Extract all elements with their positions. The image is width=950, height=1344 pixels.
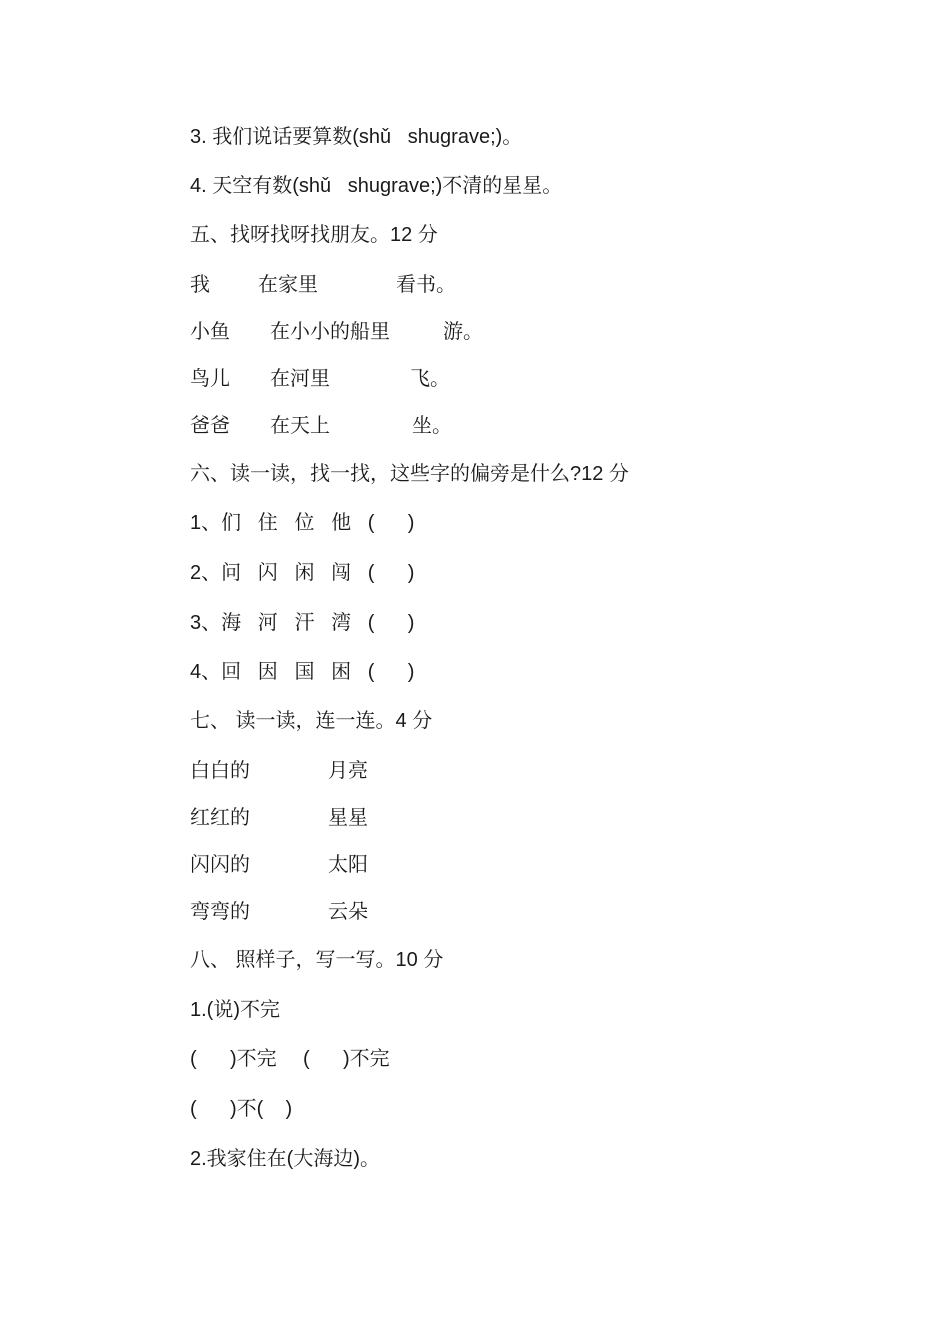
- q7-noun: 月亮: [328, 760, 368, 782]
- q7-noun: 云朵: [328, 901, 368, 923]
- q5-subject: 爸爸: [190, 415, 230, 437]
- q5-place: 在家里: [258, 274, 318, 296]
- q8-heading: 八、 照样子，写一写。10 分: [190, 949, 444, 971]
- q5-place: 在天上: [270, 415, 330, 437]
- q8-example-2: 2.我家住在(大海边)。: [190, 1148, 380, 1170]
- q7-noun: 太阳: [328, 854, 368, 876]
- q5-subject: 鸟儿: [190, 368, 230, 390]
- q5-action: 游。: [443, 321, 483, 343]
- q8-example-1: 1.(说)不完: [190, 999, 280, 1021]
- q7-adjective: 闪闪的: [190, 854, 250, 876]
- q7-heading: 七、 读一读，连一连。4 分: [190, 710, 433, 732]
- q7-adjective: 弯弯的: [190, 901, 250, 923]
- q4-item-4: 4. 天空有数(shǔ shugrave;)不清的星星。: [190, 175, 563, 197]
- q8-blank-2: ( )不( ): [190, 1098, 293, 1120]
- q4-item-3: 3. 我们说话要算数(shǔ shugrave;)。: [190, 126, 523, 148]
- q6-heading: 六、读一读，找一找，这些字的偏旁是什么?12 分: [190, 463, 629, 485]
- q8-blank-1a: ( )不完: [190, 1048, 277, 1070]
- q6-row: 4、回 因 国 困 ( ): [190, 661, 415, 683]
- q7-adjective: 白白的: [190, 760, 250, 782]
- q8-blank-1b: ( )不完: [303, 1048, 390, 1070]
- q5-subject: 小鱼: [190, 321, 230, 343]
- q6-row: 2、问 闪 闲 闯 ( ): [190, 562, 415, 584]
- q5-heading: 五、找呀找呀找朋友。12 分: [190, 224, 438, 246]
- q5-place: 在小小的船里: [270, 321, 390, 343]
- q5-action: 看书。: [396, 274, 456, 296]
- q7-noun: 星星: [328, 807, 368, 829]
- q6-row: 1、们 住 位 他 ( ): [190, 512, 415, 534]
- q5-place: 在河里: [270, 368, 330, 390]
- q6-row: 3、海 河 汗 湾 ( ): [190, 612, 415, 634]
- q5-action: 坐。: [412, 415, 452, 437]
- q5-subject: 我: [190, 274, 210, 296]
- q7-adjective: 红红的: [190, 807, 250, 829]
- q5-action: 飞。: [410, 368, 450, 390]
